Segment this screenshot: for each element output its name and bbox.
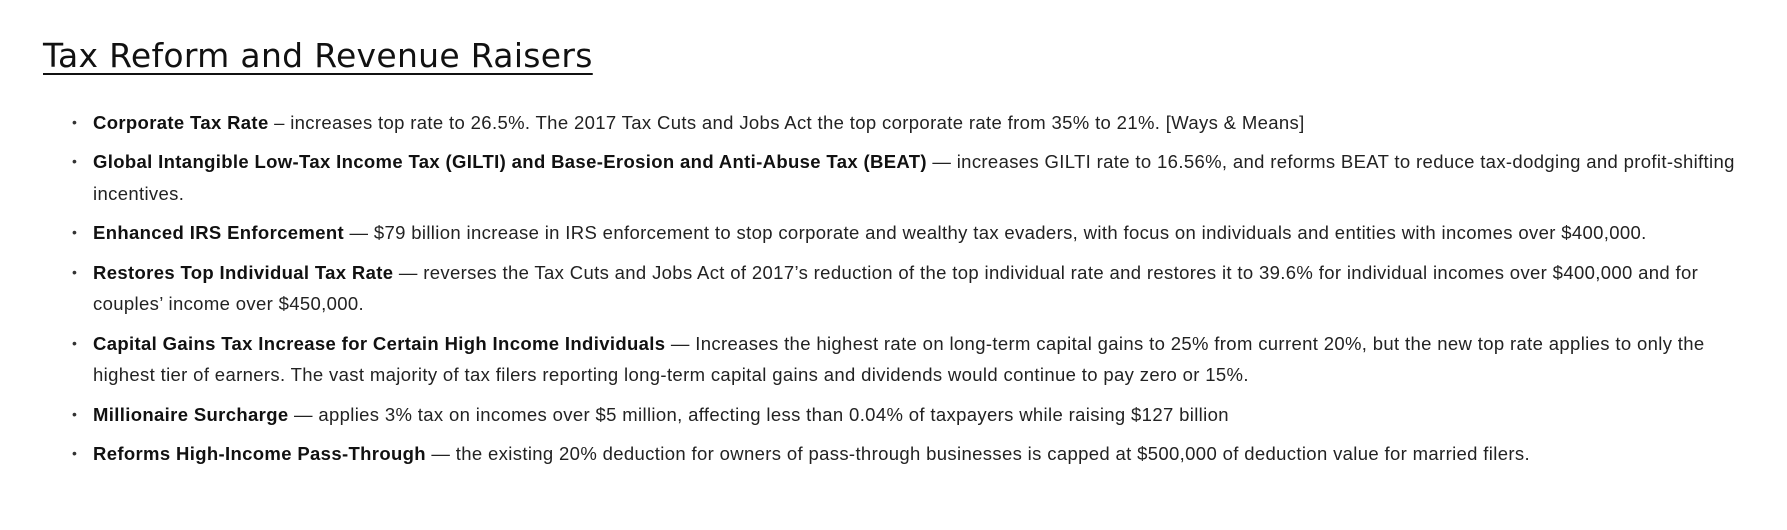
list-item bbox=[43, 217, 1763, 249]
section-heading: Tax Reform and Revenue Raisers bbox=[43, 36, 593, 75]
item-term: Global Intangible Low-Tax Income Tax (GILTI) and Base-Erosion and Anti-Abuse Tax (BEAT) bbox=[93, 151, 927, 173]
list-item bbox=[43, 399, 1763, 431]
article-section bbox=[43, 36, 1763, 478]
item-term: Corporate Tax Rate bbox=[93, 111, 269, 133]
bullet-icon: • bbox=[72, 153, 78, 170]
item-description: — Increases the highest rate on long-term capital gains to 25% from current 20%, but the new top rate applies to only the highest tier of earners. The vast majority of tax filers reporting long-term capital gains and dividends would continue to pay zero or 15%. bbox=[93, 332, 1705, 386]
list-item bbox=[43, 107, 1763, 139]
item-description: — increases GILTI rate to 16.56%, and reforms BEAT to reduce tax-dodging and profit-shifting incentives. bbox=[93, 151, 1735, 204]
item-term: Restores Top Individual Tax Rate bbox=[93, 261, 394, 283]
list-item bbox=[43, 438, 1763, 470]
bullet-icon: • bbox=[72, 334, 78, 351]
bullet-icon: • bbox=[72, 405, 78, 422]
bullet-list bbox=[43, 107, 1763, 470]
item-term: Enhanced IRS Enforcement bbox=[93, 222, 345, 244]
item-description: — applies 3% tax on incomes over $5 million, affecting less than 0.04% of taxpayers while raising $127 billion bbox=[288, 403, 1229, 425]
bullet-icon: • bbox=[72, 224, 78, 241]
item-description: — $79 billion increase in IRS enforcement to stop corporate and wealthy tax evaders, with focus on individuals and entities with incomes over $400,000. bbox=[344, 222, 1647, 244]
item-term: Capital Gains Tax Increase for Certain High Income Individuals bbox=[93, 332, 666, 354]
list-item bbox=[43, 257, 1763, 320]
item-description: — the existing 20% deduction for owners of pass-through businesses is capped at $500,000 of deduction value for married filers. bbox=[425, 443, 1530, 465]
item-description: – increases top rate to 26.5%. The 2017 Tax Cuts and Jobs Act the top corporate rate from 35% to 21%. [Ways & Means] bbox=[268, 111, 1305, 133]
bullet-icon: • bbox=[72, 445, 78, 462]
list-item bbox=[43, 328, 1763, 391]
item-term: Millionaire Surcharge bbox=[93, 403, 289, 425]
item-term: Reforms High-Income Pass-Through bbox=[93, 443, 426, 465]
bullet-icon: • bbox=[72, 113, 78, 130]
list-item bbox=[43, 146, 1763, 209]
bullet-icon: • bbox=[72, 263, 78, 280]
item-description: — reverses the Tax Cuts and Jobs Act of 2017’s reduction of the top individual rate and restores it to 39.6% for individual incomes over $400,000 and for couples’ income over $450,000. bbox=[93, 261, 1699, 315]
